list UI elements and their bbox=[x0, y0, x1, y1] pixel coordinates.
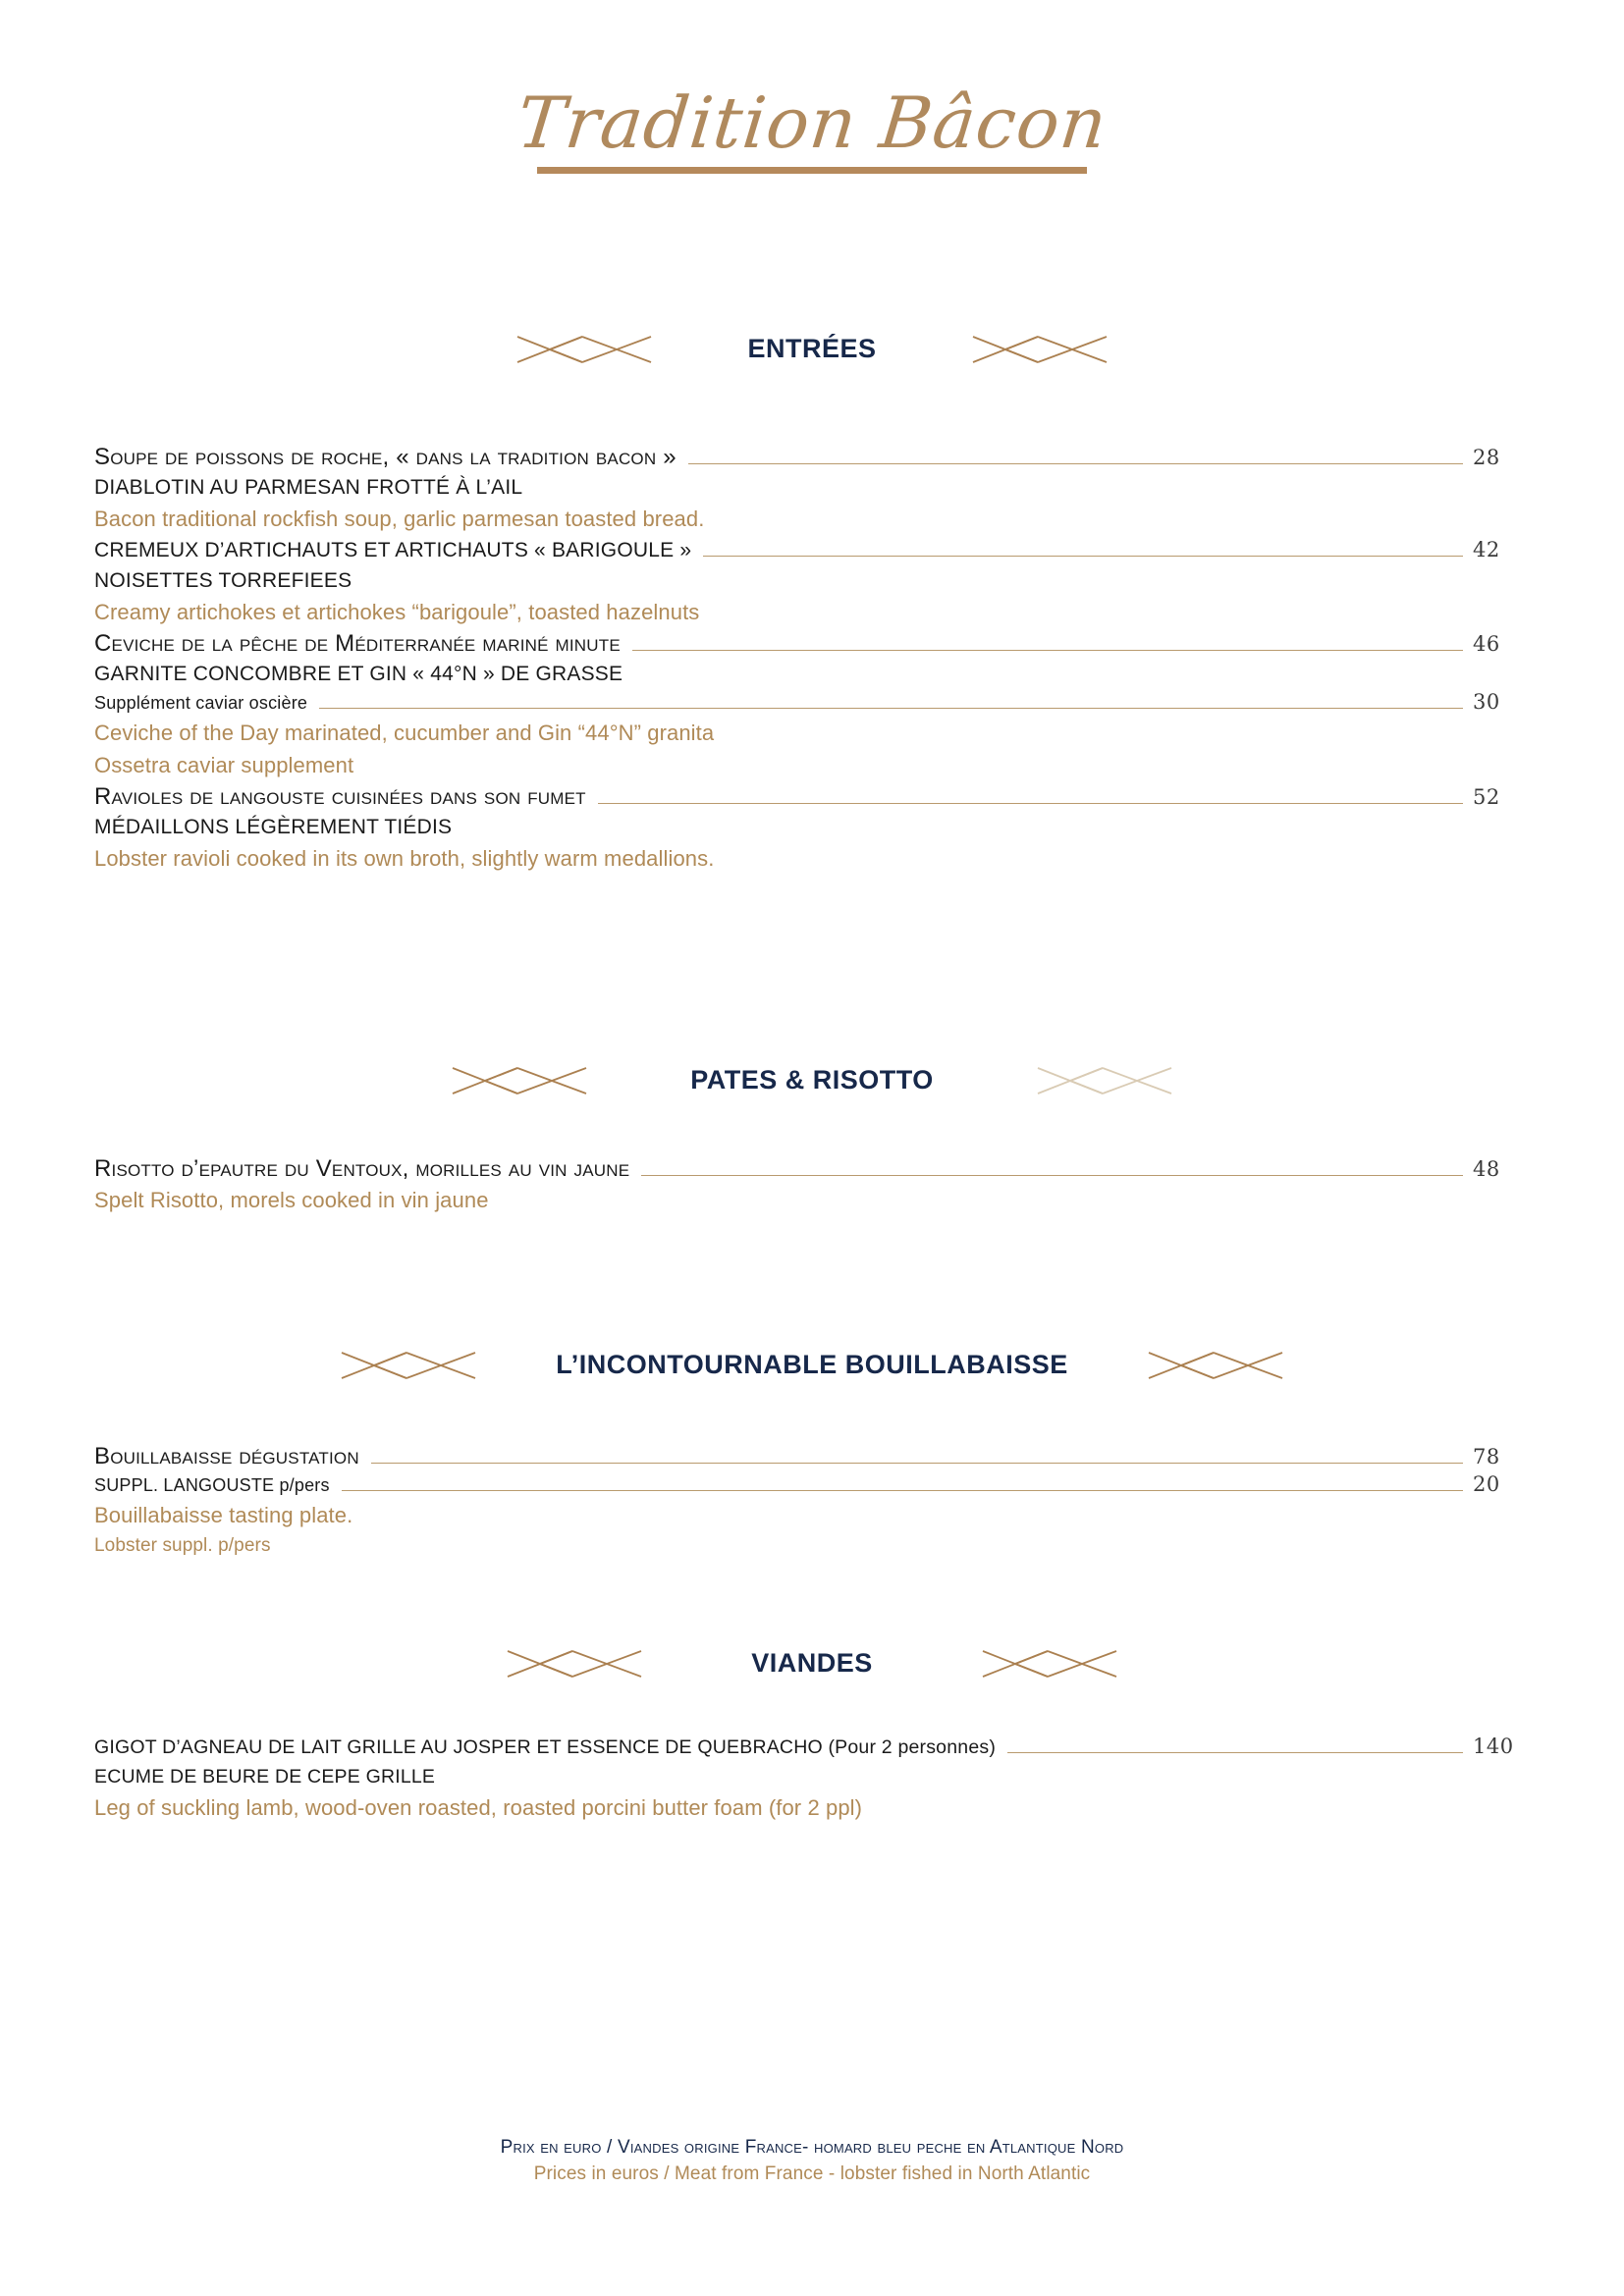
menu-item-supplement-row bbox=[94, 1471, 1530, 1499]
menu-item-price: 42 bbox=[1473, 538, 1500, 561]
price-leader-line bbox=[371, 1463, 1463, 1464]
price-leader-line bbox=[641, 1175, 1463, 1176]
price-leader-line bbox=[319, 708, 1463, 709]
menu-item-supplement-en: Lobster suppl. p/pers bbox=[94, 1535, 271, 1556]
menu-footer bbox=[0, 2135, 1624, 2188]
section-header-viandes bbox=[0, 1641, 1624, 1684]
section-title-pates-risotto: PATES & RISOTTO bbox=[690, 1064, 934, 1095]
menu-item-description-en: Spelt Risotto, morels cooked in vin jaune bbox=[94, 1188, 489, 1212]
menu-item-row bbox=[94, 442, 1530, 472]
section-header-entrees bbox=[0, 327, 1624, 370]
crossing-diamonds-ornament bbox=[506, 1643, 643, 1682]
crossing-diamonds-ornament bbox=[1147, 1345, 1284, 1384]
menu-item-name-fr: Ceviche de la pêche de Méditerranée mariné minute bbox=[94, 630, 621, 657]
footer-note-en: Prices in euros / Meat from France - lobster fished in North Atlantic bbox=[533, 2163, 1091, 2184]
menu-item bbox=[94, 1441, 1530, 1561]
menu-item-supplement-row bbox=[94, 689, 1530, 717]
menu-item-name-fr: Ravioles de langouste cuisinées dans son fumet bbox=[94, 783, 586, 810]
section-header-pates-risotto bbox=[0, 1058, 1624, 1101]
menu-item-name-fr-line2: DIABLOTIN AU PARMESAN FROTTÉ À L’AIL bbox=[94, 476, 523, 499]
menu-item-name-fr-line2: NOISETTES TORREFIEES bbox=[94, 569, 352, 592]
menu-item-description-en: Leg of suckling lamb, wood-oven roasted, roasted porcini butter foam (for 2 ppl) bbox=[94, 1795, 863, 1820]
menu-item-price: 28 bbox=[1473, 446, 1500, 469]
menu-item bbox=[94, 535, 1530, 628]
price-leader-line bbox=[1007, 1752, 1463, 1753]
menu-item-supplement-label: SUPPL. LANGOUSTE p/pers bbox=[94, 1475, 330, 1495]
menu-list-entrees bbox=[94, 442, 1530, 875]
menu-item bbox=[94, 1153, 1530, 1216]
menu-item-price: 48 bbox=[1473, 1157, 1500, 1181]
menu-item-row bbox=[94, 1441, 1530, 1471]
menu-item-price: 52 bbox=[1473, 785, 1500, 809]
menu-item-description-en: Creamy artichokes et artichokes “barigoule”, toasted hazelnuts bbox=[94, 600, 700, 624]
price-leader-line bbox=[688, 463, 1463, 464]
menu-item-price: 140 bbox=[1473, 1735, 1514, 1758]
menu-item-supplement-price: 30 bbox=[1473, 690, 1500, 714]
crossing-diamonds-ornament bbox=[451, 1060, 588, 1099]
menu-item bbox=[94, 442, 1530, 535]
menu-item-name-fr-line2: GARNITE CONCOMBRE ET GIN « 44°N » DE GRASSE bbox=[94, 663, 623, 685]
crossing-diamonds-ornament bbox=[981, 1643, 1118, 1682]
menu-item-supplement-en: Ossetra caviar supplement bbox=[94, 753, 354, 777]
menu-item bbox=[94, 781, 1530, 875]
menu-item-description-en: Bouillabaisse tasting plate. bbox=[94, 1503, 353, 1527]
menu-item-name-fr: Soupe de poissons de roche, « dans la tradition bacon » bbox=[94, 444, 677, 470]
menu-item-description-en: Bacon traditional rockfish soup, garlic parmesan toasted bread. bbox=[94, 507, 705, 531]
menu-item-name-fr: CREMEUX D’ARTICHAUTS ET ARTICHAUTS « BARIGOULE » bbox=[94, 539, 692, 561]
menu-item-name-fr: Risotto d’epautre du Ventoux, morilles au vin jaune bbox=[94, 1155, 630, 1182]
menu-item bbox=[94, 1733, 1530, 1824]
footer-note-fr: Prix en euro / Viandes origine France- homard bleu peche en Atlantique Nord bbox=[500, 2137, 1124, 2158]
crossing-diamonds-ornament bbox=[340, 1345, 477, 1384]
menu-item-name-fr: Bouillabaisse dégustation bbox=[94, 1443, 359, 1469]
menu-item-price: 46 bbox=[1473, 632, 1500, 656]
menu-list-pates-risotto bbox=[94, 1153, 1530, 1216]
menu-item-name-fr: GIGOT D’AGNEAU DE LAIT GRILLE AU JOSPER ET ESSENCE DE QUEBRACHO (Pour 2 personnes) bbox=[94, 1736, 997, 1758]
menu-item-row bbox=[94, 1153, 1530, 1184]
title-underline bbox=[537, 167, 1087, 174]
crossing-diamonds-ornament bbox=[515, 329, 653, 368]
menu-item-description-en: Ceviche of the Day marinated, cucumber and Gin “44°N” granita bbox=[94, 721, 715, 745]
price-leader-line bbox=[703, 556, 1463, 557]
menu-item bbox=[94, 628, 1530, 781]
menu-item-description-en: Lobster ravioli cooked in its own broth, slightly warm medallions. bbox=[94, 846, 715, 871]
menu-item-row bbox=[94, 628, 1530, 659]
menu-item-supplement-label: Supplément caviar oscière bbox=[94, 693, 308, 713]
section-title-entrees: ENTRÉES bbox=[747, 333, 877, 363]
menu-item-row bbox=[94, 1733, 1530, 1762]
section-title-viandes: VIANDES bbox=[751, 1647, 873, 1678]
section-title-bouillabaisse: L’INCONTOURNABLE BOUILLABAISSE bbox=[556, 1349, 1068, 1379]
menu-item-row bbox=[94, 535, 1530, 565]
menu-title-block bbox=[0, 81, 1624, 174]
menu-item-name-fr-line2: ECUME DE BEURE DE CEPE GRILLE bbox=[94, 1766, 436, 1788]
menu-list-bouillabaisse bbox=[94, 1441, 1530, 1561]
page-title: Tradition Bâcon bbox=[514, 81, 1111, 164]
price-leader-line bbox=[632, 650, 1463, 651]
menu-item-row bbox=[94, 781, 1530, 812]
price-leader-line bbox=[342, 1490, 1463, 1491]
menu-item-supplement-price: 20 bbox=[1473, 1472, 1500, 1496]
crossing-diamonds-ornament bbox=[1036, 1060, 1173, 1099]
menu-item-price: 78 bbox=[1473, 1445, 1500, 1468]
crossing-diamonds-ornament bbox=[971, 329, 1109, 368]
section-header-bouillabaisse bbox=[0, 1343, 1624, 1386]
menu-item-name-fr-line2: MÉDAILLONS LÉGÈREMENT TIÉDIS bbox=[94, 816, 453, 838]
price-leader-line bbox=[598, 803, 1463, 804]
menu-list-viandes bbox=[94, 1733, 1530, 1824]
